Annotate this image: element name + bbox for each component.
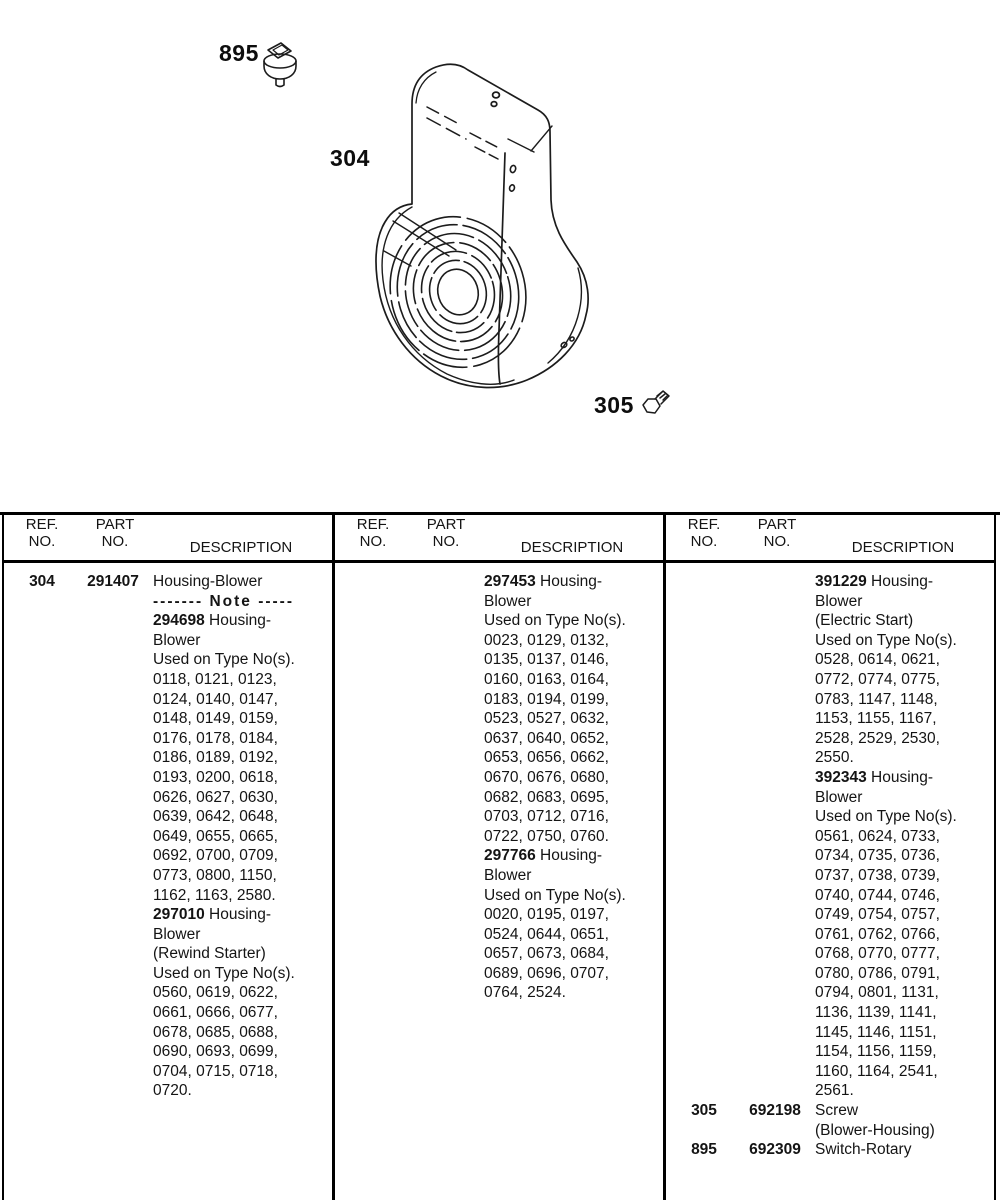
description-line: (Blower-Housing) xyxy=(815,1121,935,1139)
ref-no-header: REF. NO. xyxy=(687,516,721,550)
description-line: 1136, 1139, 1141, xyxy=(815,1004,937,1022)
description-line: 0183, 0194, 0199, xyxy=(484,690,609,708)
part-no-header: PART NO. xyxy=(426,516,466,550)
description-line: 0148, 0149, 0159, xyxy=(153,710,278,728)
description-line: 2550. xyxy=(815,749,854,767)
description-line: 0176, 0178, 0184, xyxy=(153,729,278,747)
part-no-cell: 692309 xyxy=(749,1141,801,1159)
description-line: 0772, 0774, 0775, xyxy=(815,670,940,688)
fan-grille xyxy=(372,200,545,385)
callout-305: 305 xyxy=(594,392,634,418)
description-line: Blower xyxy=(153,925,201,943)
ref-no-header: REF. NO. xyxy=(356,516,390,550)
description-line: 0124, 0140, 0147, xyxy=(153,690,278,708)
table-row xyxy=(666,1101,994,1140)
description-line: 0661, 0666, 0677, xyxy=(153,1004,278,1022)
description-line: 297010 Housing- xyxy=(153,906,272,924)
description-line: Blower xyxy=(484,592,532,610)
part-no-header: PART NO. xyxy=(757,516,797,550)
description-line: 0737, 0738, 0739, xyxy=(815,866,940,884)
table-row xyxy=(4,572,332,1101)
description-line: 0764, 2524. xyxy=(484,984,566,1002)
table-header xyxy=(335,512,663,563)
description-line: 0626, 0627, 0630, xyxy=(153,788,278,806)
description-line: 0794, 0801, 1131, xyxy=(815,984,939,1002)
table-panel-1 xyxy=(4,512,332,1200)
description-line: 0720. xyxy=(153,1082,192,1100)
description-line: 0768, 0770, 0777, xyxy=(815,945,940,963)
description-line: ------- Note ----- xyxy=(153,592,294,610)
diagram-line-art xyxy=(0,0,1000,512)
description-line: 391229 Housing- xyxy=(815,573,934,590)
description-line: 0690, 0693, 0699, xyxy=(153,1043,278,1061)
table-box xyxy=(2,512,996,1200)
description-line: 297453 Housing- xyxy=(484,573,603,590)
description-line: 0703, 0712, 0716, xyxy=(484,808,609,826)
ref-no-cell: 304 xyxy=(29,573,55,590)
description-line: 2528, 2529, 2530, xyxy=(815,729,940,747)
description-line: Used on Type No(s). xyxy=(815,631,957,649)
description-line: Blower xyxy=(815,788,863,806)
description-line: 0670, 0676, 0680, xyxy=(484,768,609,786)
description-line: 0704, 0715, 0718, xyxy=(153,1062,278,1080)
description-line: 0773, 0800, 1150, xyxy=(153,866,277,884)
part-no-cell: 692198 xyxy=(749,1102,801,1120)
description-line: 0657, 0673, 0684, xyxy=(484,945,609,963)
description-line: Blower xyxy=(815,592,863,610)
callout-304: 304 xyxy=(330,145,370,171)
description-cell xyxy=(808,1101,994,1140)
description-line: 0692, 0700, 0709, xyxy=(153,847,278,865)
description-line: Housing-Blower xyxy=(153,573,263,590)
description-cell xyxy=(808,1140,994,1160)
description-line: 0682, 0683, 0695, xyxy=(484,788,609,806)
description-line: 0023, 0129, 0132, xyxy=(484,631,609,649)
description-line: 0783, 1147, 1148, xyxy=(815,690,938,708)
description-cell xyxy=(477,572,663,1003)
parts-diagram xyxy=(0,0,1000,512)
description-line: 0186, 0189, 0192, xyxy=(153,749,278,767)
description-line: 0761, 0762, 0766, xyxy=(815,925,940,943)
table-row xyxy=(666,572,994,1101)
header-separator xyxy=(4,560,994,563)
description-line: Blower xyxy=(153,631,201,649)
description-line: 0740, 0744, 0746, xyxy=(815,886,940,904)
hex-screw-icon xyxy=(643,391,669,413)
ref-no-cell: 305 xyxy=(691,1102,717,1120)
description-line: 0528, 0614, 0621, xyxy=(815,651,940,669)
description-line: 392343 Housing- xyxy=(815,768,934,786)
description-line: 0639, 0642, 0648, xyxy=(153,808,278,826)
blower-housing-illustration xyxy=(372,64,588,387)
description-line: Used on Type No(s). xyxy=(484,886,626,904)
description-line: 0749, 0754, 0757, xyxy=(815,906,940,924)
description-line: 1153, 1155, 1167, xyxy=(815,710,937,728)
description-line: 294698 Housing- xyxy=(153,612,272,630)
description-line: 0722, 0750, 0760. xyxy=(484,827,609,845)
table-panel-3 xyxy=(663,512,994,1200)
description-line: 0160, 0163, 0164, xyxy=(484,670,609,688)
description-line: 0561, 0624, 0733, xyxy=(815,827,940,845)
description-line: 0135, 0137, 0146, xyxy=(484,651,609,669)
description-line: 1145, 1146, 1151, xyxy=(815,1023,937,1041)
table-row xyxy=(335,572,663,1003)
description-line: Screw xyxy=(815,1102,859,1120)
description-line: 0678, 0685, 0688, xyxy=(153,1023,278,1041)
description-line: Used on Type No(s). xyxy=(153,651,295,669)
description-line: (Electric Start) xyxy=(815,612,914,630)
description-line: 0637, 0640, 0652, xyxy=(484,729,609,747)
description-line: 0560, 0619, 0622, xyxy=(153,984,278,1002)
table-panel-body xyxy=(335,563,663,1003)
description-line: 0649, 0655, 0665, xyxy=(153,827,278,845)
description-line: Switch-Rotary xyxy=(815,1141,912,1159)
description-line: 2561. xyxy=(815,1082,854,1100)
description-cell xyxy=(808,572,994,1101)
part-no-cell: 291407 xyxy=(87,573,139,590)
description-line: 1162, 1163, 2580. xyxy=(153,886,276,904)
description-header: DESCRIPTION xyxy=(520,538,624,556)
description-line: 1154, 1156, 1159, xyxy=(815,1043,937,1061)
table-panel-body xyxy=(4,563,332,1101)
description-line: 0193, 0200, 0618, xyxy=(153,768,278,786)
description-line: 297766 Housing- xyxy=(484,847,603,865)
description-line: Used on Type No(s). xyxy=(484,612,626,630)
parts-list-table xyxy=(0,512,1000,1200)
table-header xyxy=(666,512,994,563)
description-line: Used on Type No(s). xyxy=(815,808,957,826)
part-no-header: PART NO. xyxy=(95,516,135,550)
description-line: Used on Type No(s). xyxy=(153,964,295,982)
table-panel-2 xyxy=(332,512,663,1200)
description-line: 0734, 0735, 0736, xyxy=(815,847,940,865)
ref-no-header: REF. NO. xyxy=(25,516,59,550)
description-line: 0524, 0644, 0651, xyxy=(484,925,609,943)
ref-no-cell: 895 xyxy=(691,1141,717,1159)
description-line: 1160, 1164, 2541, xyxy=(815,1062,938,1080)
description-line: (Rewind Starter) xyxy=(153,945,266,963)
description-line: 0118, 0121, 0123, xyxy=(153,670,277,688)
rotary-switch-icon xyxy=(264,43,296,87)
table-row xyxy=(666,1140,994,1160)
callout-895: 895 xyxy=(219,40,259,66)
description-line: 0689, 0696, 0707, xyxy=(484,964,609,982)
table-panel-body xyxy=(666,563,994,1160)
description-line: 0523, 0527, 0632, xyxy=(484,710,609,728)
description-cell xyxy=(146,572,332,1101)
description-line: 0653, 0656, 0662, xyxy=(484,749,609,767)
description-line: 0780, 0786, 0791, xyxy=(815,964,940,982)
description-line: Blower xyxy=(484,866,532,884)
description-header: DESCRIPTION xyxy=(851,538,955,556)
description-header: DESCRIPTION xyxy=(189,538,293,556)
description-line: 0020, 0195, 0197, xyxy=(484,906,609,924)
table-header xyxy=(4,512,332,563)
